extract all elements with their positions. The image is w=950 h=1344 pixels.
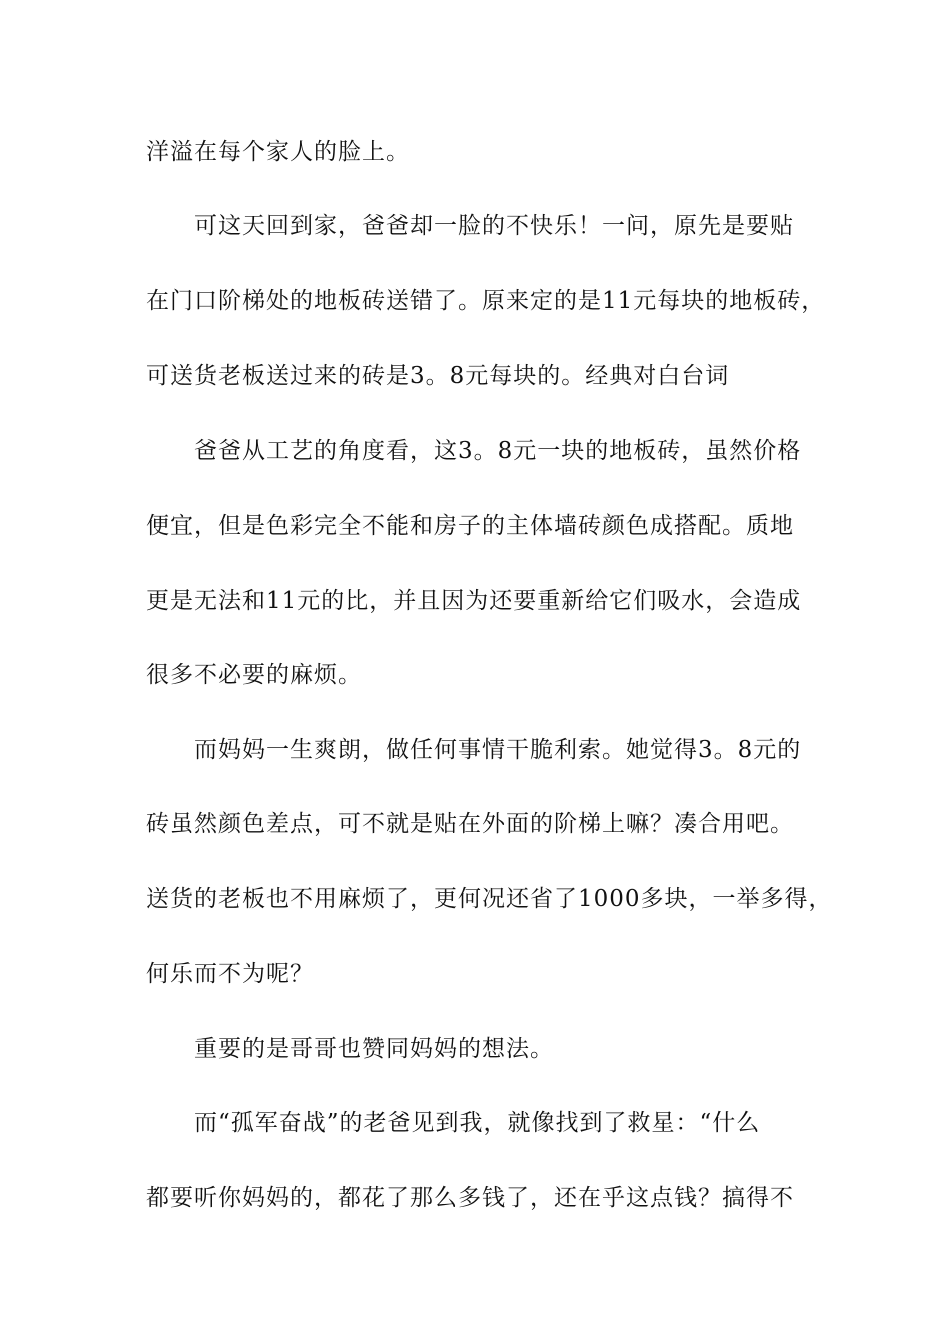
paragraph-first-line: 爸爸从工艺的角度看，这3。8元一块的地板砖，虽然价格: [194, 438, 802, 464]
text-line: 更是无法和11元的比，并且因为还要重新给它们吸水，会造成: [146, 588, 802, 614]
text-line: 可送货老板送过来的砖是3。8元每块的。经典对白台词: [146, 363, 730, 389]
text-line: 很多不必要的麻烦。: [146, 662, 362, 688]
text-line: 便宜，但是色彩完全不能和房子的主体墙砖颜色成搭配。质地: [146, 513, 794, 539]
text-line: 洋溢在每个家人的脸上。: [146, 139, 410, 165]
text-line: 何乐而不为呢？: [146, 961, 314, 987]
paragraph-first-line: 可这天回到家，爸爸却一脸的不快乐！一问，原先是要贴: [194, 213, 794, 239]
text-line: 砖虽然颜色差点，可不就是贴在外面的阶梯上嘛？凑合用吧。: [146, 811, 794, 837]
paragraph-first-line: 而“孤军奋战”的老爸见到我，就像找到了救星：“什么: [194, 1110, 761, 1136]
paragraph-first-line: 而妈妈一生爽朗，做任何事情干脆利索。她觉得3。8元的: [194, 737, 802, 763]
paragraph-first-line: 重要的是哥哥也赞同妈妈的想法。: [194, 1036, 554, 1062]
text-line: 送货的老板也不用麻烦了，更何况还省了1000多块，一举多得，: [146, 886, 833, 912]
text-line: 都要听你妈妈的，都花了那么多钱了，还在乎这点钱？搞得不: [146, 1185, 794, 1211]
text-line: 在门口阶梯处的地板砖送错了。原来定的是11元每块的地板砖，: [146, 288, 826, 314]
